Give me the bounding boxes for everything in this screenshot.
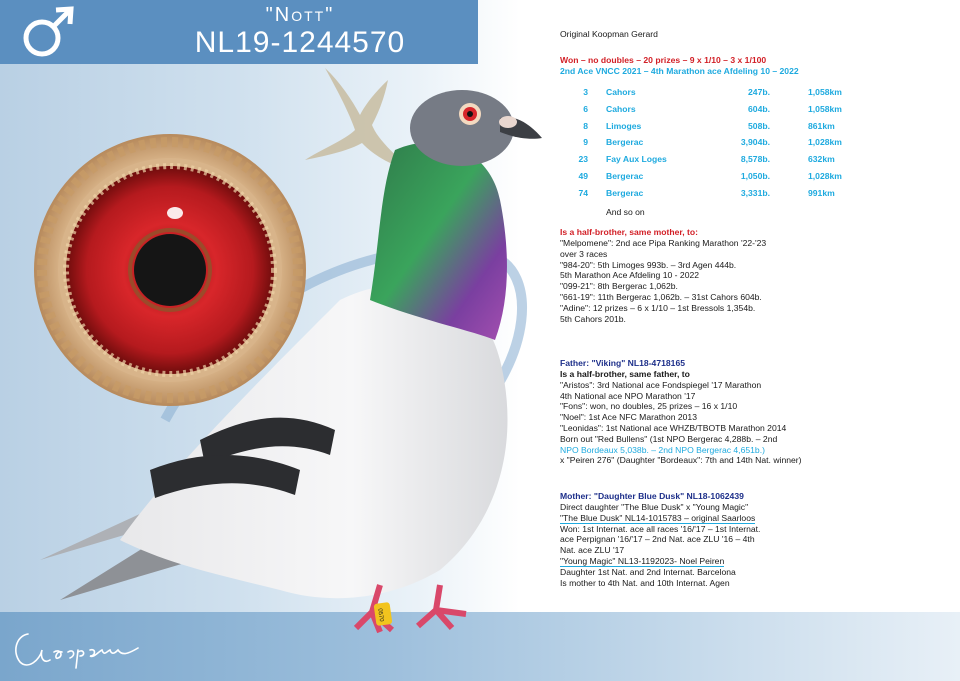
mother-line: Won: 1st Internat. ace all races '16/'17 – 1st Internat. — [560, 523, 761, 534]
result-birds: 247b. — [748, 87, 770, 97]
half-brother-line: "Adine": 12 prizes – 6 x 1/10 – 1st Bressols 1,354b. — [560, 302, 756, 313]
result-place: 49 — [578, 170, 588, 181]
result-distance: 632km — [808, 154, 835, 165]
result-race: Bergerac — [606, 170, 644, 181]
result-race: Bergerac — [606, 137, 644, 148]
mother-line: Daughter 1st Nat. and 2nd Internat. Barcelona — [560, 566, 736, 577]
ace-summary: 2nd Ace VNCC 2021 – 4th Marathon ace Afdeling 10 – 2022 — [560, 66, 799, 76]
result-row — [560, 188, 860, 205]
father-line: "Fons": won, no doubles, 25 prizes – 16 x 1/10 — [560, 401, 738, 412]
mother-line: Is mother to 4th Nat. and 10th Internat. Agen — [560, 577, 730, 588]
half-brother-line: "984-20": 5th Limoges 993b. – 3rd Agen 444b. — [560, 259, 737, 270]
half-brother-line: "Melpomene": 2nd ace Pipa Ranking Marathon '22-'23 — [560, 238, 767, 248]
signature-text: Koopman — [10, 622, 15, 623]
father-heading: Father: "Viking" NL18-4718165 — [560, 358, 686, 368]
result-row — [560, 171, 860, 188]
father-line: Born out "Red Bullens" (1st NPO Bergerac 4,288b. – 2nd — [560, 433, 778, 444]
father-line: "Aristos": 3rd National ace Fondspiegel '17 Marathon — [560, 379, 762, 390]
ring-number: NL19-1244570 — [194, 26, 406, 59]
results-table — [560, 87, 860, 205]
result-birds: 1,050b. — [740, 170, 770, 181]
result-place: 6 — [583, 103, 588, 114]
won-summary: Won – no doubles – 20 prizes – 9 x 1/10 – 3 x 1/100 — [560, 55, 767, 65]
mother-line: "The Blue Dusk" NL14-1015783 – original Saarloos — [560, 512, 756, 523]
result-row — [560, 137, 860, 154]
result-distance: 1,058km — [808, 103, 842, 114]
result-distance: 861km — [808, 120, 835, 131]
male-symbol-icon — [18, 6, 78, 60]
father-line: "Leonidas": 1st National ace WHZB/TBOTB Marathon 2014 — [560, 422, 787, 433]
pigeon-name: "Nott" — [265, 4, 335, 26]
mother-heading: Mother: "Daughter Blue Dusk" NL18-1062439 — [560, 491, 744, 501]
result-distance: 1,028km — [808, 170, 842, 181]
koopman-signature — [10, 622, 150, 672]
result-row — [560, 87, 860, 104]
half-brother-list — [560, 238, 766, 324]
mother-line: Nat. ace ZLU '17 — [560, 545, 625, 556]
father-line: x "Peiren 276" (Daughter "Bordeaux": 7th and 14th Nat. winner) — [560, 455, 802, 466]
result-race: Fay Aux Loges — [606, 154, 667, 165]
result-distance: 991km — [808, 187, 835, 198]
result-distance: 1,028km — [808, 137, 842, 148]
result-place: 3 — [583, 87, 588, 97]
father-line: NPO Bordeaux 5,038b. – 2nd NPO Bergerac 4,651b.) — [560, 444, 765, 455]
result-birds: 8,578b. — [740, 154, 770, 165]
result-race: Limoges — [606, 120, 642, 131]
eye-closeup — [34, 134, 306, 406]
result-place: 8 — [583, 120, 588, 131]
result-birds: 3,331b. — [740, 187, 770, 198]
half-brother-line: over 3 races — [560, 248, 608, 259]
result-row — [560, 154, 860, 171]
mother-details — [560, 502, 760, 588]
half-brother-line: 5th Marathon Ace Afdeling 10 - 2022 — [560, 270, 700, 281]
result-place: 23 — [578, 154, 588, 165]
and-so-on-text: And so on — [606, 207, 645, 217]
result-birds: 508b. — [748, 120, 770, 131]
father-line: 4th National ace NPO Marathon '17 — [560, 390, 696, 401]
mother-line: "Young Magic" NL13-1192023- Noel Peiren — [560, 555, 725, 566]
father-details — [560, 369, 802, 466]
half-brother-line: 5th Cahors 201b. — [560, 313, 626, 324]
breeder-line: Original Koopman Gerard — [560, 29, 658, 39]
leg-ring-tag: 0570 — [376, 608, 385, 623]
half-brother-line: "099-21": 8th Bergerac 1,062b. — [560, 281, 678, 292]
half-brother-heading: Is a half-brother, same mother, to: — [560, 227, 699, 237]
result-row — [560, 121, 860, 138]
mother-line: Direct daughter "The Blue Dusk" x "Young Magic" — [560, 502, 749, 512]
result-row — [560, 104, 860, 121]
result-birds: 604b. — [748, 103, 770, 114]
result-distance: 1,058km — [808, 87, 842, 97]
mother-line: ace Perpignan '16/'17 – 2nd Nat. ace ZLU '16 – 4th — [560, 534, 755, 545]
result-race: Cahors — [606, 103, 636, 114]
result-race: Cahors — [606, 87, 636, 97]
half-brother-line: "661-19": 11th Bergerac 1,062b. – 31st Cahors 604b. — [560, 291, 762, 302]
result-race: Bergerac — [606, 187, 644, 198]
father-line: Is a half-brother, same father, to — [560, 369, 690, 379]
result-place: 74 — [578, 187, 588, 198]
father-line: "Noel": 1st Ace NFC Marathon 2013 — [560, 412, 697, 423]
result-place: 9 — [583, 137, 588, 148]
result-birds: 3,904b. — [740, 137, 770, 148]
